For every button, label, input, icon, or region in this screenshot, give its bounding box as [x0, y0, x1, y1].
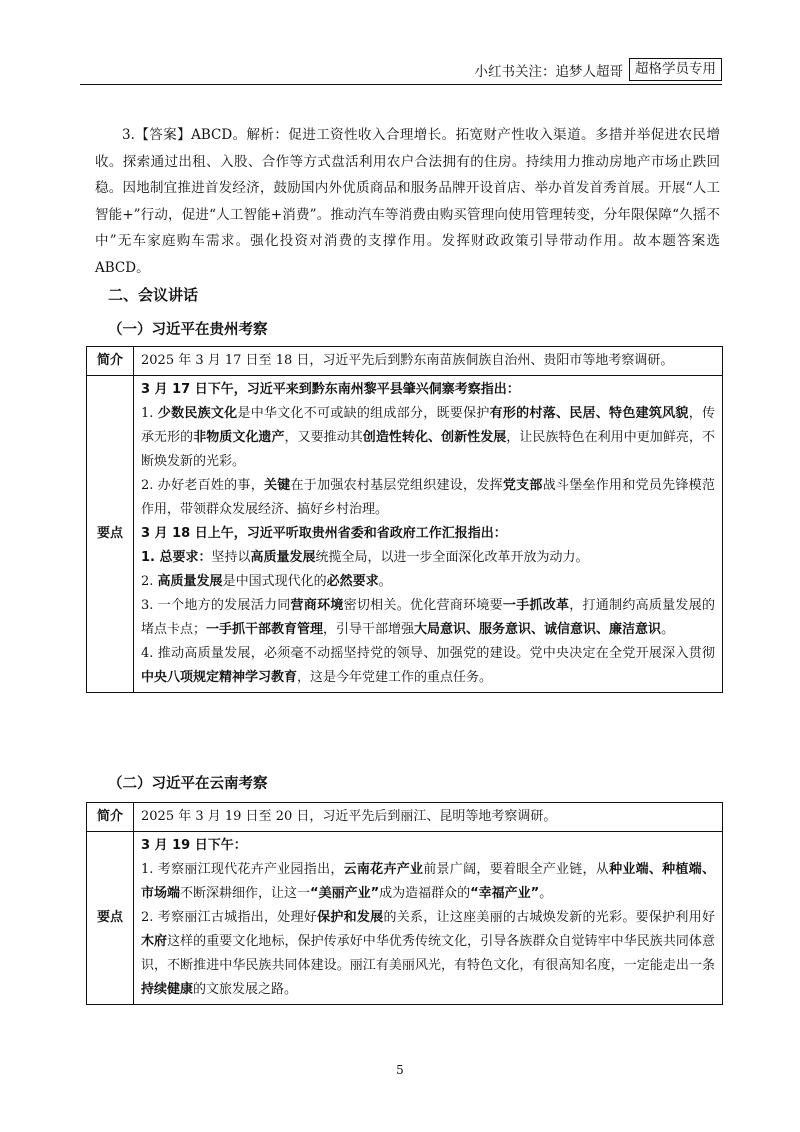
text-run: ，打通制约高质量发展的堵点卡点； — [141, 598, 715, 637]
text-run: 3. 一个地方的发展活力同 — [141, 598, 291, 613]
emphasis-text: 1. 总要求： — [141, 550, 212, 565]
table-row — [87, 803, 723, 832]
emphasis-text: 种业端、种植端、市场端 — [141, 862, 715, 901]
text-run: 2. — [141, 574, 158, 589]
point-item — [141, 546, 715, 570]
text-run: ，这是今年党建工作的重点任务。 — [297, 670, 493, 685]
point-item — [141, 642, 715, 690]
text-run: 是中国式现代化的 — [222, 574, 327, 589]
emphasis-text: 木府 — [141, 934, 168, 949]
point-item — [141, 402, 715, 474]
point-item — [141, 594, 715, 642]
text-run: ，让民族特色在利用中更加鲜亮，不断焕发新的光彩。 — [141, 430, 715, 469]
text-run: 在于加强农村基层党组织建设，发挥 — [290, 478, 503, 493]
text-run: 。 — [661, 622, 675, 637]
intro-text: 2025 年 3 月 19 日至 20 日，习近平先后到丽江、昆明等地考察调研。 — [134, 803, 723, 832]
text-run: 。 — [378, 574, 392, 589]
guizhou-table — [86, 346, 723, 693]
guizhou-title: （一）习近平在贵州考察 — [108, 322, 268, 338]
date-heading: 3 月 17 日下午，习近平来到黔东南州黎平县肇兴侗寨考察指出： — [141, 382, 520, 397]
header-rule — [80, 84, 722, 85]
emphasis-text: 非物质文化遗产 — [193, 430, 285, 445]
point-item — [141, 474, 715, 522]
follow-text: 小红书关注：追梦人超哥 — [474, 63, 623, 80]
text-run: 战斗堡垒作用和党员先锋模范作用，带领群众发展经济、搞好乡村治理。 — [141, 478, 715, 517]
emphasis-text: 持续健康 — [141, 982, 194, 997]
emphasis-text: 党支部 — [502, 478, 543, 493]
point-item — [141, 570, 715, 594]
emphasis-text: 有形的村落、民居、特色建筑风貌 — [489, 406, 689, 421]
page-number: 5 — [396, 1063, 404, 1077]
text-run: ，引导干部增强 — [323, 622, 415, 637]
text-run: 2. 考察丽江古城指出，处理好 — [141, 910, 318, 925]
emphasis-text: 关键 — [263, 478, 291, 493]
emphasis-text: 一手抓改革 — [502, 598, 570, 613]
date-heading: 3 月 18 日上午，习近平听取贵州省委和省政府工作汇报指出： — [141, 526, 507, 541]
emphasis-text: “幸福产业” — [470, 886, 540, 901]
text-run: 前景广阔，要着眼全产业链，从 — [423, 862, 610, 877]
text-run: 2. 办好老百姓的事， — [141, 478, 264, 493]
text-run: 1. — [141, 406, 158, 421]
text-run: 的关系，让这座美丽的古城焕发新的光彩。要保护利用好 — [383, 910, 715, 925]
text-run: 这样的重要文化地标，保护传承好中华优秀传统文化，引导各族群众自觉铸牢中华民族共同体意识，不断推进中华民族共同体建设。丽江有美丽风光，有特色文化，有很高知名度，一定能走出一条 — [141, 934, 715, 973]
emphasis-text: 高质量发展 — [157, 574, 223, 589]
emphasis-text: 云南花卉产业 — [343, 862, 424, 877]
page-header — [475, 58, 723, 81]
points-label: 要点 — [87, 832, 134, 1005]
emphasis-text: 一手抓干部教育管理 — [206, 622, 324, 637]
intro-label: 简介 — [87, 347, 134, 376]
yunnan-title: （二）习近平在云南考察 — [108, 776, 268, 792]
emphasis-text: 创造性转化、创新性发展 — [362, 430, 507, 445]
emphasis-text: 少数民族文化 — [157, 406, 238, 421]
section-title: 二、会议讲话 — [108, 286, 199, 304]
text-run: 是中华文化不可或缺的组成部分，既要保护 — [237, 406, 490, 421]
emphasis-text: 必然要求 — [326, 574, 379, 589]
emphasis-text: 保护和发展 — [317, 910, 384, 925]
text-run: 密切相关。优化营商环境要 — [343, 598, 503, 613]
text-run: ，又要推动其 — [284, 430, 363, 445]
date-heading: 3 月 19 日下午： — [141, 838, 247, 853]
text-run: 4. 推动高质量发展，必须毫不动摇坚持党的领导、加强党的建设。党中央决定在全党开展深入贯彻 — [141, 646, 715, 661]
emphasis-text: “美丽产业” — [310, 886, 380, 901]
points-cell — [134, 376, 723, 693]
text-run: 统揽全局，以进一步全面深化改革开放为动力。 — [315, 550, 589, 565]
table-row — [87, 347, 723, 376]
text-run: ，传承无形的 — [141, 406, 715, 445]
emphasis-text: 营商环境 — [290, 598, 344, 613]
emphasis-text: 中央八项规定精神学习教育 — [141, 670, 298, 685]
table-row — [87, 832, 723, 1005]
exclusive-badge: 超格学员专用 — [629, 58, 722, 81]
intro-label: 简介 — [87, 803, 134, 832]
point-item — [141, 858, 715, 906]
text-run: 不断深耕细作，让这一 — [180, 886, 311, 901]
answer-paragraph: 3.【答案】ABCD。解析：促进工资性收入合理增长。拓宽财产性收入渠道。多措并举促进农民增收。探索通过出租、入股、合作等方式盘活利用农户合法拥有的住房。持续用力推动房地产市场止跌回稳。因地制宜推进首发经济，鼓励国内外优质商品和服务品牌开设首店、举办首发首秀首展。开展“人工智能+”行动，促进“人工智能+消费”。推动汽车等消费由购买管理向使用管理转变，分年限保障“久摇不中”无车家庭购车需求。强化投资对消费的支撑作用。发挥财政政策引导带动作用。故本题答案选 ABCD。 — [95, 127, 720, 276]
intro-text: 2025 年 3 月 17 日至 18 日，习近平先后到黔东南苗族侗族自治州、贵阳市等地考察调研。 — [134, 347, 723, 376]
yunnan-table — [86, 802, 723, 1005]
text-run: 坚持以 — [211, 550, 251, 565]
points-label: 要点 — [87, 376, 134, 693]
text-run: 的文旅发展之路。 — [193, 982, 298, 997]
points-cell — [134, 832, 723, 1005]
emphasis-text: 高质量发展 — [250, 550, 316, 565]
emphasis-text: 大局意识、服务意识、诚信意识、廉洁意识 — [414, 622, 662, 637]
text-run: 成为造福群众的 — [379, 886, 471, 901]
table-row — [87, 376, 723, 693]
text-run: 1. 考察丽江现代花卉产业园指出， — [141, 862, 344, 877]
point-item — [141, 906, 715, 1002]
text-run: 。 — [539, 886, 553, 901]
